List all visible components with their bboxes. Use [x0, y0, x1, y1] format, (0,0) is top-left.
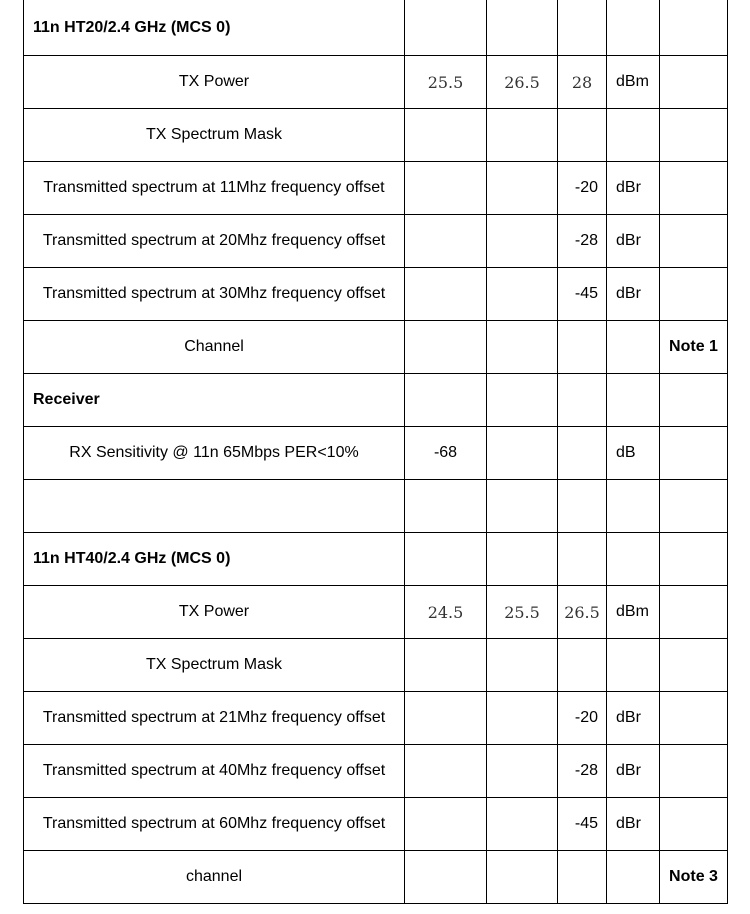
table-row-ht20-mask — [24, 109, 728, 162]
empty-cell — [660, 427, 728, 480]
section-row-receiver — [24, 374, 728, 427]
unit-value: dBr — [607, 798, 660, 851]
empty-cell — [487, 745, 558, 798]
empty-cell — [405, 321, 487, 374]
empty-cell — [660, 533, 728, 586]
empty-cell — [487, 162, 558, 215]
param-label: Transmitted spectrum at 30Mhz frequency offset — [24, 268, 405, 321]
empty-cell — [405, 480, 487, 533]
table-row-ht40-mask-21mhz — [24, 692, 728, 745]
empty-cell — [660, 109, 728, 162]
param-label: Transmitted spectrum at 11Mhz frequency offset — [24, 162, 405, 215]
empty-cell — [660, 692, 728, 745]
spec-table — [23, 0, 728, 904]
empty-cell — [607, 321, 660, 374]
table-row-blank — [24, 480, 728, 533]
unit-value: dBr — [607, 692, 660, 745]
empty-cell — [558, 374, 607, 427]
empty-cell — [558, 851, 607, 904]
note-value: Note 3 — [660, 851, 728, 904]
empty-cell — [660, 0, 728, 56]
empty-cell — [558, 0, 607, 56]
param-label: TX Spectrum Mask — [24, 109, 405, 162]
empty-cell — [487, 0, 558, 56]
param-label: Channel — [24, 321, 405, 374]
section-title-ht40: 11n HT40/2.4 GHz (MCS 0) — [24, 533, 405, 586]
empty-cell — [487, 109, 558, 162]
empty-cell — [405, 162, 487, 215]
empty-cell — [405, 851, 487, 904]
unit-value: dB — [607, 427, 660, 480]
empty-cell — [24, 480, 405, 533]
param-label: Transmitted spectrum at 21Mhz frequency offset — [24, 692, 405, 745]
max-value: 26.5 — [558, 586, 607, 639]
empty-cell — [487, 533, 558, 586]
empty-cell — [660, 162, 728, 215]
empty-cell — [660, 480, 728, 533]
empty-cell — [487, 321, 558, 374]
table-row-ht20-tx-power — [24, 56, 728, 109]
note-value: Note 1 — [660, 321, 728, 374]
empty-cell — [405, 268, 487, 321]
empty-cell — [487, 215, 558, 268]
unit-value: dBr — [607, 268, 660, 321]
empty-cell — [558, 480, 607, 533]
empty-cell — [487, 268, 558, 321]
param-label: TX Power — [24, 586, 405, 639]
empty-cell — [405, 533, 487, 586]
param-label: Transmitted spectrum at 20Mhz frequency offset — [24, 215, 405, 268]
empty-cell — [558, 639, 607, 692]
max-value: -28 — [558, 215, 607, 268]
param-label: Transmitted spectrum at 40Mhz frequency offset — [24, 745, 405, 798]
empty-cell — [660, 745, 728, 798]
empty-cell — [558, 109, 607, 162]
empty-cell — [660, 586, 728, 639]
empty-cell — [607, 480, 660, 533]
empty-cell — [405, 109, 487, 162]
max-value: -20 — [558, 692, 607, 745]
min-value: 25.5 — [405, 56, 487, 109]
table-row-ht20-channel — [24, 321, 728, 374]
empty-cell — [487, 480, 558, 533]
max-value: -28 — [558, 745, 607, 798]
empty-cell — [660, 798, 728, 851]
section-title-ht20: 11n HT20/2.4 GHz (MCS 0) — [24, 0, 405, 56]
empty-cell — [607, 374, 660, 427]
param-label: TX Power — [24, 56, 405, 109]
typ-value: 26.5 — [487, 56, 558, 109]
table-row-ht20-mask-20mhz — [24, 215, 728, 268]
unit-value: dBr — [607, 215, 660, 268]
param-label: RX Sensitivity @ 11n 65Mbps PER<10% — [24, 427, 405, 480]
param-label: TX Spectrum Mask — [24, 639, 405, 692]
empty-cell — [405, 215, 487, 268]
min-value: 24.5 — [405, 586, 487, 639]
unit-value: dBr — [607, 162, 660, 215]
empty-cell — [558, 321, 607, 374]
empty-cell — [558, 427, 607, 480]
table-row-ht40-mask-60mhz — [24, 798, 728, 851]
unit-value: dBr — [607, 745, 660, 798]
empty-cell — [405, 639, 487, 692]
typ-value: 25.5 — [487, 586, 558, 639]
param-label: channel — [24, 851, 405, 904]
empty-cell — [405, 374, 487, 427]
table-row-ht40-tx-power — [24, 586, 728, 639]
min-value: -68 — [405, 427, 487, 480]
table-row-ht20-mask-30mhz — [24, 268, 728, 321]
empty-cell — [487, 639, 558, 692]
table-row-ht20-mask-11mhz — [24, 162, 728, 215]
max-value: 28 — [558, 56, 607, 109]
empty-cell — [487, 427, 558, 480]
empty-cell — [607, 0, 660, 56]
empty-cell — [487, 692, 558, 745]
unit-value: dBm — [607, 586, 660, 639]
table-row-ht40-channel — [24, 851, 728, 904]
max-value: -45 — [558, 268, 607, 321]
param-label: Transmitted spectrum at 60Mhz frequency offset — [24, 798, 405, 851]
table-row-rx-sensitivity — [24, 427, 728, 480]
empty-cell — [487, 851, 558, 904]
max-value: -45 — [558, 798, 607, 851]
empty-cell — [487, 798, 558, 851]
empty-cell — [660, 56, 728, 109]
section-row-ht40 — [24, 533, 728, 586]
table-row-ht40-mask — [24, 639, 728, 692]
section-title-receiver: Receiver — [24, 374, 405, 427]
max-value: -20 — [558, 162, 607, 215]
empty-cell — [660, 215, 728, 268]
empty-cell — [607, 639, 660, 692]
unit-value: dBm — [607, 56, 660, 109]
empty-cell — [405, 692, 487, 745]
empty-cell — [660, 374, 728, 427]
empty-cell — [405, 798, 487, 851]
empty-cell — [607, 851, 660, 904]
empty-cell — [607, 533, 660, 586]
empty-cell — [405, 0, 487, 56]
empty-cell — [607, 109, 660, 162]
empty-cell — [487, 374, 558, 427]
empty-cell — [660, 639, 728, 692]
table-row-ht40-mask-40mhz — [24, 745, 728, 798]
section-row-ht20 — [24, 0, 728, 56]
empty-cell — [405, 745, 487, 798]
empty-cell — [558, 533, 607, 586]
empty-cell — [660, 268, 728, 321]
